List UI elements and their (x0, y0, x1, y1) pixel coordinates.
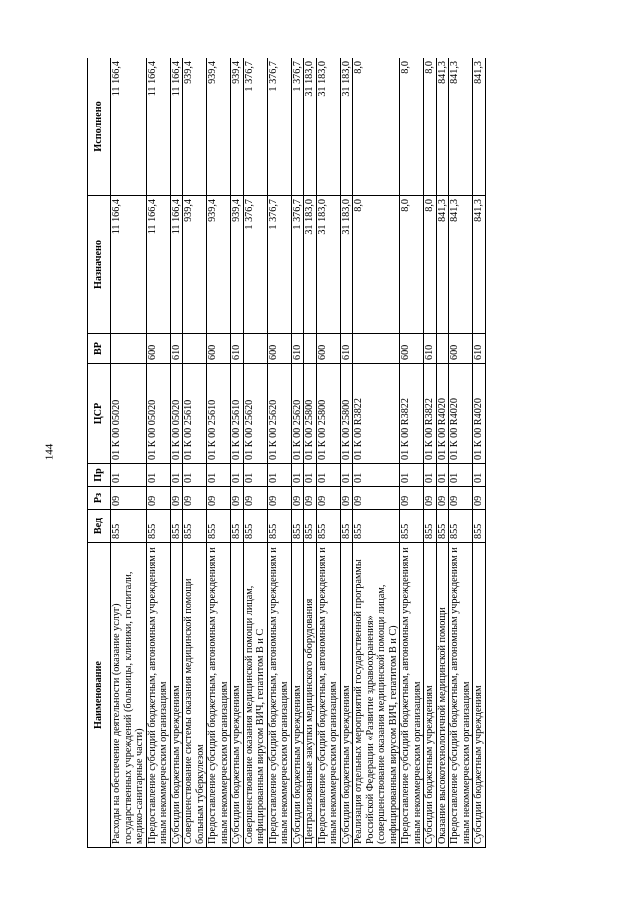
cell-csr: 01 К 00 05020 (111, 364, 147, 464)
cell-name: Предоставление субсидий бюджетным, автономным учреждениям и иным некоммерческим организациям (400, 543, 424, 848)
table-row (436, 58, 449, 848)
cell-ispolneno: 31 183,0 (304, 58, 317, 196)
cell-naznacheno: 841,3 (436, 196, 449, 334)
cell-rz: 09 (436, 487, 449, 510)
cell-naznacheno: 31 183,0 (316, 196, 340, 334)
cell-ved: 855 (340, 510, 353, 543)
table-row (353, 58, 400, 848)
cell-pr: 01 (146, 464, 170, 487)
cell-name: Предоставление субсидий бюджетным, автономным учреждениям и иным некоммерческим организациям (449, 543, 473, 848)
cell-csr: 01 К 00 25610 (231, 364, 244, 464)
cell-ispolneno: 939,4 (231, 58, 244, 196)
cell-ved: 855 (170, 510, 183, 543)
cell-naznacheno: 8,0 (400, 196, 424, 334)
cell-pr: 01 (473, 464, 486, 487)
header-rz: Рз (88, 487, 111, 510)
cell-name: Предоставление субсидий бюджетным, автономным учреждениям и иным некоммерческим организациям (267, 543, 291, 848)
header-naznacheno: Назначено (88, 196, 111, 334)
cell-vr: 600 (400, 334, 424, 364)
cell-ispolneno: 31 183,0 (316, 58, 340, 196)
budget-table (87, 58, 486, 848)
cell-ispolneno: 939,4 (207, 58, 231, 196)
cell-pr: 01 (170, 464, 183, 487)
cell-ispolneno: 31 183,0 (340, 58, 353, 196)
cell-pr: 01 (353, 464, 400, 487)
cell-vr (436, 334, 449, 364)
cell-name: Совершенствование системы оказания медицинской помощи больным туберкулезом (183, 543, 207, 848)
cell-name: Реализация отдельных мероприятий государственной программы Российской Федерации «Развитие здравоохранения» (совершенствование оказания медицинской помощи лицам, инфицированным вирусом ВИЧ, гепатитом В и С) (353, 543, 400, 848)
cell-ved: 855 (183, 510, 207, 543)
cell-pr: 01 (267, 464, 291, 487)
cell-rz: 09 (473, 487, 486, 510)
cell-csr: 01 К 00 05020 (146, 364, 170, 464)
budget-table-container (87, 58, 567, 848)
cell-naznacheno: 8,0 (353, 196, 400, 334)
header-vr: ВР (88, 334, 111, 364)
cell-rz: 09 (267, 487, 291, 510)
table-row (449, 58, 473, 848)
cell-vr (353, 334, 400, 364)
cell-vr: 610 (291, 334, 304, 364)
cell-csr: 01 К 00 R3822 (400, 364, 424, 464)
cell-csr: 01 К 00 25620 (243, 364, 267, 464)
table-row (304, 58, 317, 848)
rotated-table-frame (87, 58, 567, 848)
table-row (146, 58, 170, 848)
cell-vr (183, 334, 207, 364)
cell-ispolneno: 841,3 (473, 58, 486, 196)
cell-ved: 855 (316, 510, 340, 543)
cell-name: Субсидии бюджетным учреждениям (231, 543, 244, 848)
cell-vr: 610 (424, 334, 437, 364)
cell-rz: 09 (449, 487, 473, 510)
table-header-row (88, 58, 111, 848)
cell-naznacheno: 939,4 (231, 196, 244, 334)
cell-name: Субсидии бюджетным учреждениям (473, 543, 486, 848)
cell-rz: 09 (207, 487, 231, 510)
cell-rz: 09 (146, 487, 170, 510)
cell-rz: 09 (340, 487, 353, 510)
table-body (111, 58, 486, 848)
cell-ved: 855 (449, 510, 473, 543)
cell-ved: 855 (207, 510, 231, 543)
table-row (316, 58, 340, 848)
cell-rz: 09 (183, 487, 207, 510)
cell-ved: 855 (146, 510, 170, 543)
table-row (207, 58, 231, 848)
table-row (400, 58, 424, 848)
cell-name: Совершенствование оказания медицинской помощи лицам, инфицированным вирусом ВИЧ, гепатитом В и С (243, 543, 267, 848)
cell-ispolneno: 939,4 (183, 58, 207, 196)
cell-naznacheno: 8,0 (424, 196, 437, 334)
cell-vr: 600 (449, 334, 473, 364)
cell-ved: 855 (304, 510, 317, 543)
cell-pr: 01 (340, 464, 353, 487)
cell-name: Субсидии бюджетным учреждениям (424, 543, 437, 848)
cell-name: Предоставление субсидий бюджетным, автономным учреждениям и иным некоммерческим организациям (207, 543, 231, 848)
cell-csr: 01 К 00 R4020 (436, 364, 449, 464)
cell-csr: 01 К 00 R4020 (449, 364, 473, 464)
cell-csr: 01 К 00 25610 (207, 364, 231, 464)
cell-csr: 01 К 00 R4020 (473, 364, 486, 464)
header-name: Наименование (88, 543, 111, 848)
cell-rz: 09 (170, 487, 183, 510)
cell-csr: 01 К 00 25620 (291, 364, 304, 464)
cell-ispolneno: 11 166,4 (170, 58, 183, 196)
cell-naznacheno: 1 376,7 (267, 196, 291, 334)
cell-csr: 01 К 00 R3822 (353, 364, 400, 464)
cell-ispolneno: 841,3 (436, 58, 449, 196)
cell-ispolneno: 11 166,4 (111, 58, 147, 196)
cell-ispolneno: 1 376,7 (267, 58, 291, 196)
cell-naznacheno: 939,4 (183, 196, 207, 334)
table-row (231, 58, 244, 848)
cell-vr: 600 (267, 334, 291, 364)
cell-csr: 01 К 00 05020 (170, 364, 183, 464)
cell-rz: 09 (316, 487, 340, 510)
cell-ispolneno: 11 166,4 (146, 58, 170, 196)
cell-ved: 855 (243, 510, 267, 543)
table-row (170, 58, 183, 848)
table-row (291, 58, 304, 848)
cell-vr: 610 (170, 334, 183, 364)
table-row (111, 58, 147, 848)
cell-name: Субсидии бюджетным учреждениям (170, 543, 183, 848)
cell-ispolneno: 1 376,7 (291, 58, 304, 196)
page-number (39, 437, 59, 467)
cell-rz: 09 (304, 487, 317, 510)
cell-naznacheno: 31 183,0 (304, 196, 317, 334)
cell-name: Субсидии бюджетным учреждениям (340, 543, 353, 848)
cell-name: Предоставление субсидий бюджетным, автономным учреждениям и иным некоммерческим организациям (316, 543, 340, 848)
cell-vr: 600 (146, 334, 170, 364)
cell-naznacheno: 939,4 (207, 196, 231, 334)
cell-csr: 01 К 00 25800 (340, 364, 353, 464)
cell-rz: 09 (424, 487, 437, 510)
cell-vr (243, 334, 267, 364)
cell-pr: 01 (183, 464, 207, 487)
cell-pr: 01 (111, 464, 147, 487)
cell-rz: 09 (243, 487, 267, 510)
cell-ispolneno: 1 376,7 (243, 58, 267, 196)
cell-ved: 855 (291, 510, 304, 543)
table-row (473, 58, 486, 848)
cell-ispolneno: 8,0 (424, 58, 437, 196)
cell-vr: 610 (473, 334, 486, 364)
cell-ved: 855 (111, 510, 147, 543)
cell-naznacheno: 11 166,4 (146, 196, 170, 334)
cell-naznacheno: 11 166,4 (170, 196, 183, 334)
cell-name: Предоставление субсидий бюджетным, автономным учреждениям и иным некоммерческим организациям (146, 543, 170, 848)
cell-name: Централизованные закупки медицинского оборудования (304, 543, 317, 848)
cell-vr (111, 334, 147, 364)
cell-rz: 09 (400, 487, 424, 510)
cell-pr: 01 (231, 464, 244, 487)
cell-csr: 01 К 00 25800 (304, 364, 317, 464)
cell-ved: 855 (436, 510, 449, 543)
cell-name: Субсидии бюджетным учреждениям (291, 543, 304, 848)
cell-pr: 01 (207, 464, 231, 487)
cell-ved: 855 (473, 510, 486, 543)
cell-ved: 855 (267, 510, 291, 543)
cell-csr: 01 К 00 25800 (316, 364, 340, 464)
cell-rz: 09 (231, 487, 244, 510)
table-row (243, 58, 267, 848)
header-ispolneno: Исполнено (88, 58, 111, 196)
cell-vr (304, 334, 317, 364)
cell-pr: 01 (316, 464, 340, 487)
cell-naznacheno: 1 376,7 (291, 196, 304, 334)
cell-ved: 855 (353, 510, 400, 543)
cell-vr: 600 (207, 334, 231, 364)
cell-name: Расходы на обеспечение деятельности (оказание услуг) государственных учреждений (больницы, клиники, госпитали, медико-санитарные части) (111, 543, 147, 848)
cell-csr: 01 К 00 25620 (267, 364, 291, 464)
cell-vr: 600 (316, 334, 340, 364)
cell-name: Оказание высокотехнологичной медицинской помощи (436, 543, 449, 848)
page-number-text: 144 (43, 443, 55, 461)
cell-ved: 855 (231, 510, 244, 543)
cell-pr: 01 (291, 464, 304, 487)
header-pr: Пр (88, 464, 111, 487)
cell-naznacheno: 1 376,7 (243, 196, 267, 334)
table-row (424, 58, 437, 848)
cell-naznacheno: 841,3 (473, 196, 486, 334)
cell-csr: 01 К 00 25610 (183, 364, 207, 464)
cell-rz: 09 (353, 487, 400, 510)
cell-rz: 09 (291, 487, 304, 510)
cell-ispolneno: 8,0 (400, 58, 424, 196)
table-row (267, 58, 291, 848)
cell-pr: 01 (436, 464, 449, 487)
cell-pr: 01 (424, 464, 437, 487)
cell-ved: 855 (400, 510, 424, 543)
cell-vr: 610 (231, 334, 244, 364)
table-row (340, 58, 353, 848)
cell-vr: 610 (340, 334, 353, 364)
cell-naznacheno: 841,3 (449, 196, 473, 334)
cell-naznacheno: 31 183,0 (340, 196, 353, 334)
table-row (183, 58, 207, 848)
cell-pr: 01 (243, 464, 267, 487)
header-ved: Вед (88, 510, 111, 543)
cell-pr: 01 (400, 464, 424, 487)
header-csr: ЦСР (88, 364, 111, 464)
cell-pr: 01 (304, 464, 317, 487)
cell-ispolneno: 841,3 (449, 58, 473, 196)
cell-ispolneno: 8,0 (353, 58, 400, 196)
cell-ved: 855 (424, 510, 437, 543)
cell-csr: 01 К 00 R3822 (424, 364, 437, 464)
cell-pr: 01 (449, 464, 473, 487)
cell-naznacheno: 11 166,4 (111, 196, 147, 334)
cell-rz: 09 (111, 487, 147, 510)
